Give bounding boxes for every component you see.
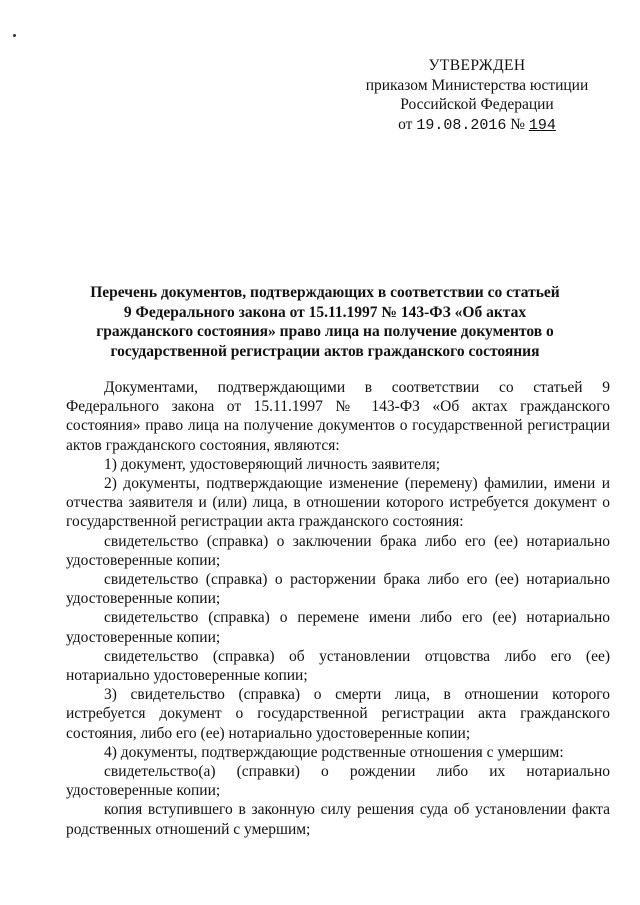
list-subitem-2a: свидетельство (справка) о заключении брака либо его (ее) нотариально удостоверенные копии; (66, 532, 610, 569)
scan-speck (13, 34, 16, 37)
list-item-1: 1) документ, удостоверяющий личность заявителя; (104, 455, 441, 473)
number-prefix: № (510, 115, 525, 133)
date-prefix: от (398, 115, 413, 133)
list-item-2: 2) документы, подтверждающие изменение (перемену) фамилии, имени и отчества заявителя и (или) лица, в отношении которого истребуется документ о государственной регистрации акта гражданского состояния: (66, 475, 610, 531)
list-subitem-2b: свидетельство (справка) о расторжении брака либо его (ее) нотариально удостоверенные копии; (66, 571, 610, 608)
list-item-4: 4) документы, подтверждающие родственные отношения с умершим: (104, 743, 564, 761)
approval-line-country: Российской Федерации (400, 96, 554, 113)
approval-heading: УТВЕРЖДЕН (428, 57, 526, 74)
list-subitem-2c: свидетельство (справка) о перемене имени либо его (ее) нотариально удостоверенные копии; (66, 609, 610, 646)
list-subitem-4a: свидетельство(а) (справки) о рождении либо их нотариально удостоверенные копии; (66, 763, 610, 800)
list-item-3: 3) свидетельство (справка) о смерти лица, в отношении которого истребуется документ о государственной регистрации акта гражданского состояния, либо его (ее) нотариально удостоверенные копии; (66, 686, 610, 742)
intro-paragraph: Документами, подтверждающими в соответствии со статьей 9 Федерального закона от 15.11.1997 № 143-ФЗ «Об актах гражданского состояния» право лица на получение документов о государственной регистрации актов гражданского состояния, являются: (66, 379, 610, 454)
document-body (66, 378, 610, 839)
approval-date-line (352, 115, 602, 136)
order-number: 194 (528, 116, 556, 134)
list-subitem-2d: свидетельство (справка) об установлении отцовства либо его (ее) нотариально удостоверенные копии; (66, 647, 610, 685)
order-date: 19.08.2016 (416, 116, 507, 134)
approval-block (352, 56, 602, 135)
approval-line-ministry: приказом Министерства юстиции (365, 76, 589, 94)
document-title: Перечень документов, подтверждающих в соответствии со статьей 9 Федерального закона от 15.11.1997 № 143-ФЗ «Об актах гражданского состояния» право лица на получение документов о государственной регистрации актов гражданского состояния (90, 284, 560, 360)
list-subitem-4b: копия вступившего в законную силу решения суда об установлении факта родственных отношений с умершим; (66, 801, 610, 838)
